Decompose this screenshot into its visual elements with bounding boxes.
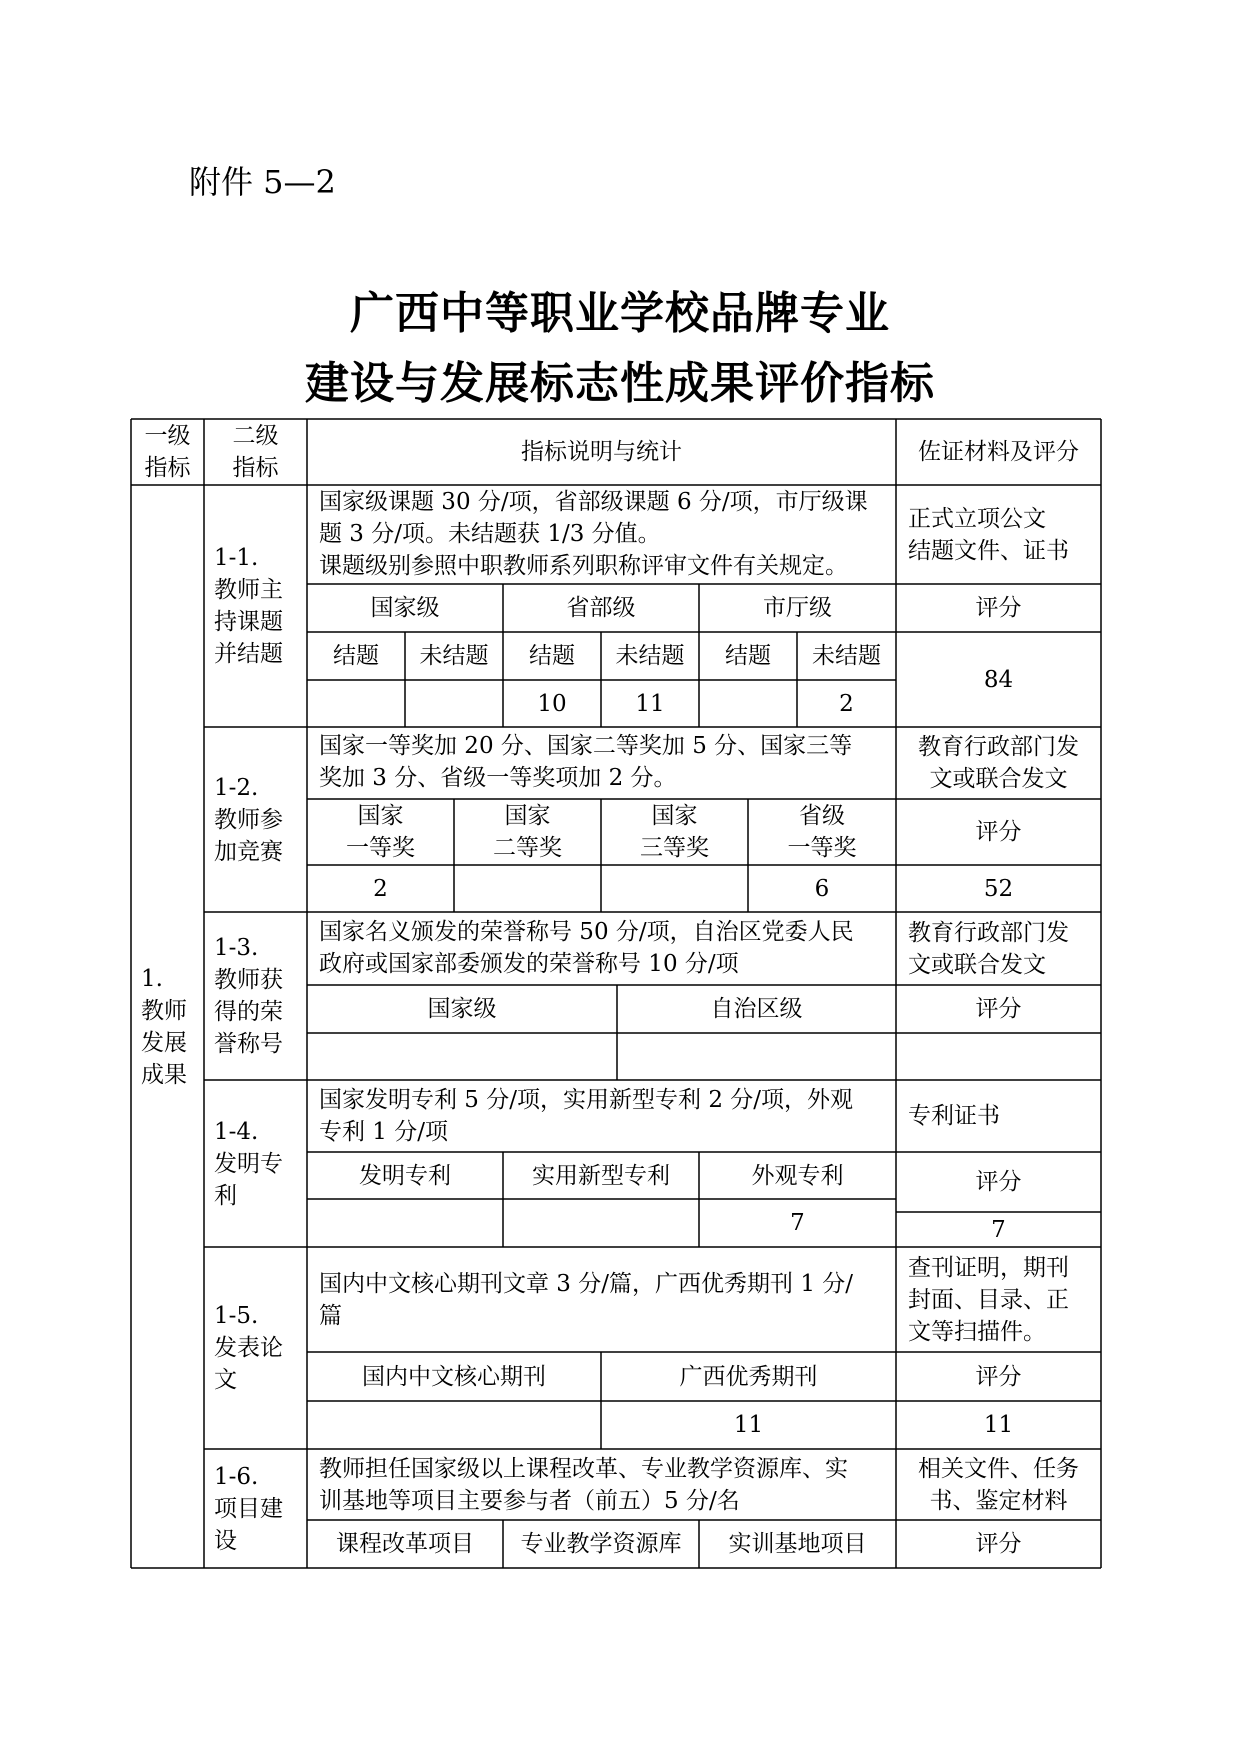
- item-1-1-municipal: 市厅级: [763, 595, 832, 621]
- attachment-number: 附件 5—2: [189, 163, 336, 201]
- item-1-6-desc-line1: 教师担任国家级以上课程改革、专业教学资源库、实: [319, 1456, 848, 1482]
- item-1-4-score-label: 评分: [975, 1169, 1022, 1195]
- item-1-3-score-label: 评分: [975, 996, 1022, 1022]
- item-1-4-score: 7: [991, 1216, 1006, 1243]
- item-1-1-desc-line2: 题 3 分/项。未结题获 1/3 分值。: [319, 521, 661, 547]
- item-1-4-desc-line2: 专利 1 分/项: [319, 1119, 449, 1145]
- item-1-4-value: [307, 1199, 503, 1247]
- item-1-1-value: [405, 680, 503, 727]
- item-1-2-national-second: 国家 二等奖: [493, 803, 562, 861]
- item-1-5-evidence: 查刊证明，期刊 封面、目录、正 文等扫描件。: [908, 1254, 1069, 1345]
- item-1-1-sub-unconcluded: 未结题: [419, 643, 489, 669]
- item-1-5-score: 11: [983, 1412, 1014, 1438]
- item-1-3-description: [307, 912, 896, 985]
- item-1-1-evidence: 正式立项公文 结题文件、证书: [908, 505, 1069, 564]
- item-1-1-sub-concluded: 结题: [725, 643, 771, 669]
- item-1-1-sub-unconcluded: 未结题: [812, 643, 881, 669]
- item-1-6-score-label: 评分: [975, 1531, 1022, 1557]
- header-level1: 一级 指标: [144, 423, 191, 481]
- item-1-6-resource-library: 专业教学资源库: [520, 1531, 682, 1557]
- item-1-1-label: 1-1. 教师主 持课题 并结题: [214, 545, 283, 667]
- item-1-5-score-label: 评分: [975, 1363, 1022, 1390]
- item-1-6-label: 1-6. 项目建 设: [214, 1463, 283, 1554]
- item-1-3-value: [617, 1033, 896, 1080]
- item-1-1-national: 国家级: [370, 595, 440, 621]
- item-1-4-label: 1-4. 发明专 利: [214, 1118, 283, 1209]
- item-1-5-guangxi-journal: 广西优秀期刊: [679, 1363, 818, 1390]
- item-1-3-score: [896, 1033, 1101, 1080]
- item-1-5-label: 1-5. 发表论 文: [214, 1303, 283, 1393]
- item-1-6-curriculum-reform: 课程改革项目: [336, 1531, 474, 1557]
- item-1-2-national-third: 国家 三等奖: [640, 803, 709, 861]
- item-1-1-value: 2: [839, 690, 854, 717]
- item-1-4-description: [307, 1080, 896, 1152]
- item-1-1-desc-line1: 国家级课题 30 分/项，省部级课题 6 分/项，市厅级课: [319, 489, 868, 515]
- item-1-1-provincial: 省部级: [566, 595, 636, 621]
- item-1-1-score-label: 评分: [975, 595, 1022, 621]
- item-1-2-provincial-first: 省级 一等奖: [787, 803, 857, 861]
- item-1-4-desc-line1: 国家发明专利 5 分/项，实用新型专利 2 分/项，外观: [319, 1087, 854, 1113]
- item-1-6-training-base: 实训基地项目: [728, 1531, 867, 1557]
- item-1-4-design-patent: 外观专利: [751, 1162, 844, 1189]
- item-1-1-value: 11: [635, 690, 665, 717]
- item-1-1-description: [307, 485, 896, 584]
- item-1-4-evidence: 专利证书: [908, 1103, 1000, 1129]
- item-1-5-value: 11: [733, 1412, 764, 1438]
- item-1-3-label: 1-3. 教师获 得的荣 誉称号: [214, 935, 283, 1057]
- item-1-6-evidence: 相关文件、任务 书、鉴定材料: [918, 1455, 1079, 1514]
- item-1-1-desc-line3: 课题级别参照中职教师系列职称评审文件有关规定。: [319, 553, 848, 579]
- document-title-line-1: 广西中等职业学校品牌专业: [350, 288, 890, 339]
- item-1-2-desc-line2: 奖加 3 分、省级一等奖项加 2 分。: [319, 765, 677, 791]
- item-1-1-value: [307, 680, 405, 727]
- item-1-2-description: [307, 727, 896, 799]
- item-1-3-evidence: 教育行政部门发 文或联合发文: [908, 919, 1069, 978]
- item-1-1-score: 84: [983, 666, 1014, 693]
- item-1-2-national-first: 国家 一等奖: [346, 803, 415, 861]
- item-1-2-score-label: 评分: [975, 819, 1022, 845]
- header-level2: 二级 指标: [232, 423, 279, 481]
- item-1-2-score: 52: [983, 875, 1014, 902]
- item-1-4-invention-patent: 发明专利: [359, 1162, 451, 1189]
- item-1-6-desc-line2: 训基地等项目主要参与者（前五）5 分/名: [319, 1488, 740, 1514]
- item-1-1-value: [699, 680, 797, 727]
- item-1-5-desc-line1: 国内中文核心期刊文章 3 分/篇，广西优秀期刊 1 分/: [319, 1270, 854, 1297]
- item-1-4-utility-patent: 实用新型专利: [532, 1162, 670, 1189]
- item-1-3-autonomous-region: 自治区级: [710, 996, 803, 1022]
- item-1-6-description: [307, 1449, 896, 1520]
- header-evidence: 佐证材料及评分: [918, 439, 1079, 465]
- item-1-2-value: [601, 865, 748, 912]
- item-1-5-desc-line2: 篇: [319, 1302, 342, 1329]
- item-1-2-evidence: 教育行政部门发 文或联合发文: [918, 734, 1079, 792]
- item-1-2-desc-line1: 国家一等奖加 20 分、国家二等奖加 5 分、国家三等: [319, 733, 853, 759]
- item-1-3-desc-line1: 国家名义颁发的荣誉称号 50 分/项，自治区党委人民: [319, 919, 854, 945]
- item-1-4-value: [503, 1199, 699, 1247]
- item-1-4-value: 7: [790, 1210, 805, 1236]
- item-1-2-value: 2: [373, 875, 388, 902]
- header-description: 指标说明与统计: [521, 439, 682, 465]
- item-1-2-label: 1-2. 教师参 加竞赛: [214, 774, 283, 865]
- item-1-2-value: [454, 865, 601, 912]
- item-1-2-value: 6: [814, 875, 830, 902]
- item-1-1-sub-concluded: 结题: [333, 643, 379, 669]
- item-1-1-value: 10: [537, 690, 567, 717]
- document-title-line-2: 建设与发展标志性成果评价指标: [305, 358, 935, 409]
- item-1-1-sub-unconcluded: 未结题: [615, 643, 685, 669]
- item-1-3-desc-line2: 政府或国家部委颁发的荣誉称号 10 分/项: [319, 951, 739, 977]
- item-1-5-description: [307, 1247, 896, 1352]
- item-1-3-national: 国家级: [427, 996, 497, 1022]
- item-1-5-value: [307, 1401, 601, 1449]
- level1-teacher-development: 1. 教师 发展 成果: [141, 965, 187, 1088]
- item-1-5-core-journal: 国内中文核心期刊: [362, 1363, 546, 1390]
- item-1-1-sub-concluded: 结题: [529, 643, 575, 669]
- item-1-3-value: [307, 1033, 617, 1080]
